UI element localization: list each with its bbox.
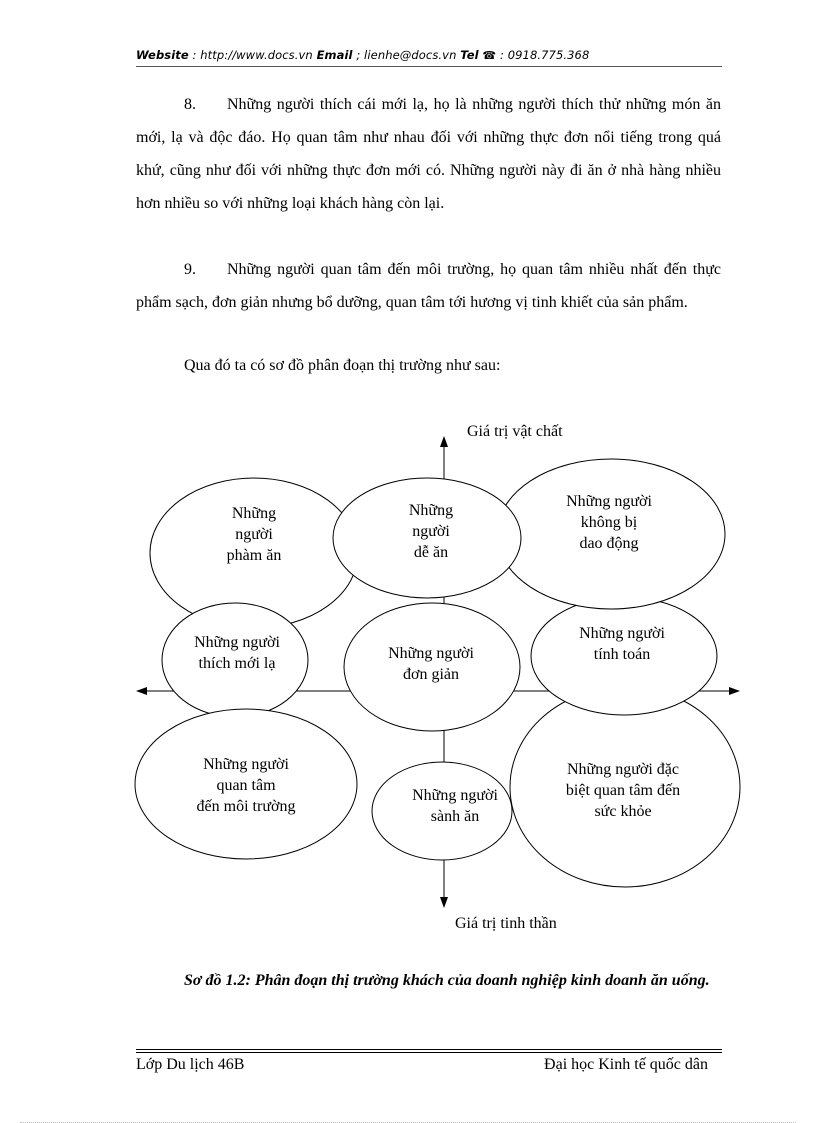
segment-suc-khoe-label: Những người đặc biệt quan tâm đến sức khỏe: [565, 761, 681, 820]
tel-value: : 0918.775.368: [496, 48, 590, 62]
page-header: [136, 48, 721, 62]
diagram-intro: Qua đó ta có sơ đồ phân đoạn thị trường như sau:: [184, 357, 501, 374]
axis-arrow-right: [729, 687, 740, 695]
segment-moi-truong-label: Những người quan tâm đến môi trường: [196, 756, 296, 815]
paragraph-8-index: 8.: [184, 96, 196, 113]
footer-class: Lớp Du lịch 46B: [136, 1056, 245, 1073]
axis-label-top: Giá trị vật chất: [467, 423, 563, 440]
segment-tinh-toan-label: Những người tính toán: [579, 625, 665, 663]
axis-arrow-up: [440, 436, 448, 447]
caption-lead: Sơ đồ 1.2:: [184, 972, 251, 989]
segment-pham-an-label: Những người phàm ăn: [226, 505, 282, 564]
axis-label-bottom: Giá trị tinh thần: [455, 915, 557, 932]
website-value: : http://www.docs.vn: [188, 48, 317, 62]
tel-label: Tel: [460, 48, 479, 62]
diagram-caption: [136, 964, 721, 997]
paragraph-9: [136, 253, 721, 319]
paragraph-9-text: Những người quan tâm đến môi trường, họ quan tâm nhiều nhất đến thực phẩm sạch, đơn giản nhưng bổ dưỡng, quan tâm tới hương vị tinh khiết của sản phẩm.: [136, 261, 721, 311]
segment-de-an-label: Những người dễ ăn: [408, 502, 454, 561]
website-label: Website: [136, 48, 189, 62]
axis-arrow-down: [440, 897, 448, 908]
footer-university: Đại học Kinh tế quốc dân: [544, 1056, 708, 1073]
email-label: Email: [316, 48, 353, 62]
segment-khong-bi-dao-dong-label: Những người không bị dao động: [566, 493, 652, 552]
caption-text: Phân đoạn thị trường khách của doanh nghiệp kinh doanh ăn uống.: [250, 972, 710, 989]
footer-rule-secondary: [136, 1052, 722, 1053]
segmentation-diagram: [0, 400, 816, 960]
segment-sanh-an-label: Những người sành ăn: [412, 787, 498, 825]
paragraph-9-index: 9.: [184, 261, 196, 278]
phone-icon: ☎: [482, 49, 497, 62]
paragraph-8: [136, 88, 721, 220]
segment-thich-moi-la-label: Những người thích mới lạ: [194, 634, 280, 672]
paragraph-8-text: Những người thích cái mới lạ, họ là những người thích thử những món ăn mới, lạ và độc đáo. Họ quan tâm như nhau đối với những thực đơn nổi tiếng trong quá khứ, cũng như đối với những thực đơn mới có. Những người này đi ăn ở nhà hàng nhiều hơn nhiều so với những loại khách hàng còn lại.: [136, 96, 721, 212]
header-rule: [136, 66, 722, 67]
email-value: ; lienhe@docs.vn: [352, 48, 461, 62]
footer-rule: [136, 1049, 722, 1050]
segment-don-gian-label: Những người đơn giản: [388, 645, 474, 683]
axis-arrow-left: [136, 687, 147, 695]
